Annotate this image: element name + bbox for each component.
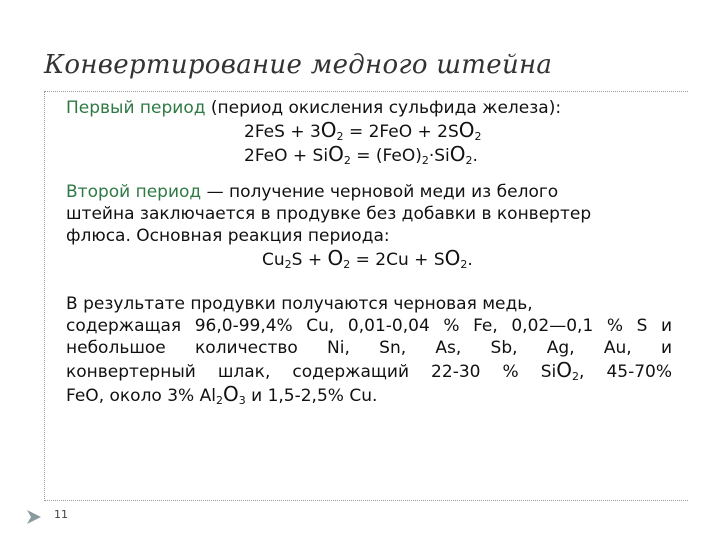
formula-slag-forming: $2FeO + SiО_2 = (FeO)_2\cdot SiО_2$.	[244, 142, 478, 167]
footer-divider	[44, 500, 688, 501]
slide-title: Конвертирование медного штейна	[44, 50, 553, 80]
slide-content	[66, 97, 672, 407]
slide-arrow-icon	[27, 510, 47, 524]
first-period-paragraph	[66, 97, 672, 119]
second-period-label: Второй период	[66, 182, 202, 202]
slide-number: 11	[54, 508, 68, 521]
first-period-text: (период окисления сульфида железа):	[205, 98, 562, 118]
formula-iron-oxidation: $2FeS + 3О_2 = 2FeO + 2SО_2$	[244, 118, 482, 143]
second-period-paragraph: Второй период — получение черновой меди из белого штейна заключается в продувке без добавки в конвертер флюса. Основная реакция периода:	[66, 182, 592, 246]
first-period-label: Первый период	[66, 98, 206, 118]
result-paragraph: В результате продувки получаются черновая медь, содержащая 96,0-99,4% Cu, 0,01-0,04 % Fe, 0,02—0,1 % S и небольшое количество Ni, Sn, As, Sb, Ag, Au, и конвертерный шлак, содержащий 22-30 % SiО$_2$, 45-70% FeO, около 3% $Al_2О_3$ и 1,5-2,5% Cu.	[66, 294, 672, 407]
left-border	[44, 91, 45, 501]
title-divider	[44, 91, 688, 92]
formula-copper-reduction: $Cu_2S + О_2 = 2Cu + SО_2$.	[262, 246, 473, 271]
